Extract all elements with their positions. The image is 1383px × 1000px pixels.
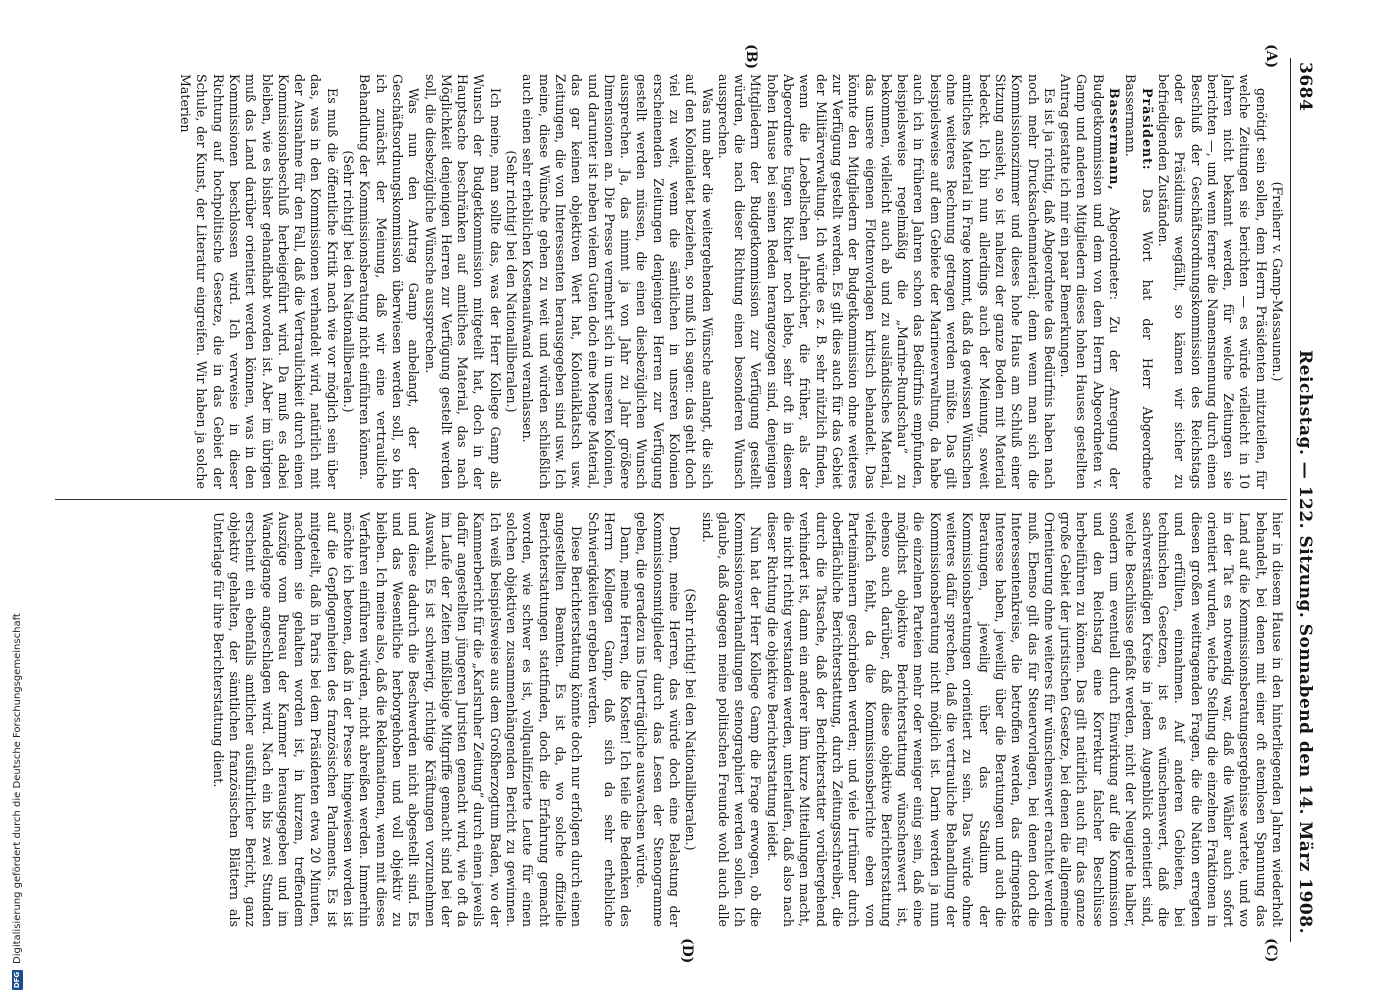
paragraph: Nun hat der Herr Kollege Gamp die Frage erwogen, ob die Kommissionsverhandlungen stenographiert werden sollen. Ich glaube, daß dagegen meine politischen Freunde wohl auch alle sind.	[699, 512, 764, 927]
speaker-name: Präsident:	[1139, 88, 1155, 171]
paragraph: Denn, meine Herren, das würde doch eine Belastung der Kommissionsmitglieder durch das Lesen der Stenogramme geben, die geradezu ins Unerträgliche auswachsen würde.	[634, 512, 683, 927]
interjection: (Sehr richtig! bei den Nationalliberalen.)	[504, 150, 520, 413]
paragraph: Ich meine, man sollte das, was der Herr Kollege Gamp als Wunsch der Budgetkommission mitgeteilt hat, doch in der Hauptsache beschränken auf amtliches Material, das nach Möglichkeit denjenigen Herren zur Verfügung gestellt werden soll, die diesbezügliche Wünsche aussprechen.	[422, 74, 503, 489]
speaker-paragraph	[1057, 74, 1122, 489]
speaker-name: Bassermann,	[1107, 88, 1123, 191]
paragraph: Es ist ja richtig, daß Abgeordnete das Bedürfnis haben nach noch mehr Drucksachenmaterial; denn wenn man sich die Kommissionszimmer und dieses hohe Haus am Schluß einer Sitzung ansieht, so ist nahezu der ganze Boden mit Material bedeckt. Ich bin nun allerdings auch der Meinung, soweit amtliches Material in Frage kommt, daß da gewissen Wünschen ohne weiteres Rechnung getragen werden müßte. Das gilt beispielsweise auf dem Gebiete der Marineverwaltung, da habe auch ich in früheren Jahren schon das Bedürfnis empfunden, beispielsweise regelmäßig die „Marine-Rundschau“ zu bekommen, vielleicht auch ab und zu ausländisches Material, das unsere eigenen Flottenvorlagen kritisch behandelt. Das könnte den Mitgliedern der Budgetkommission ohne weiteres zur Verfügung gestellt werden. Es gilt dies auch für das Gebiet der Militärverwaltung. Ich würde es z. B. sehr nützlich finden, wenn die Loebellschen Jahrbücher, die früher, als der Abgeordnete Eugen Richter noch lebte, sehr oft in diesem hohen Hause bei seinen Reden herangezogen sind, denjenigen Mitgliedern der Budgetkommission zur Verfügung gestellt würden, die nach dieser Richtung einen besonderen Wunsch aussprechen.	[715, 74, 1057, 489]
margin-marker-c: (C)	[1263, 938, 1279, 963]
interjection: (Freiherr v. Gamp-Massaunen.)	[1270, 181, 1285, 382]
column-divider	[55, 499, 1287, 500]
paragraph: Was nun aber die weitergehenden Wünsche anlangt, die sich auf den Kolonialetat beziehen, so muß ich sagen: das geht doch viel zu weit, wenn die sämtlichen in unseren Kolonien erscheinenden Zeitungen denjenigen Herren zur Verfügung gestellt werden müssen, die einen diesbezüglichen Wunsch aussprechen. Ja, das nimmt ja von Jahr zu Jahr größere Dimensionen an. Die Presse vermehrt sich in unseren Kolonien, und darunter ist neben vielem Guten doch eine Menge Material, das gar keinen objektiven Wert hat, Kolonialklatsch usw. Zeitungen, die von Interessenten herausgegeben sind usw. Ich meine, diese Wünsche gehen zu weit und würden schließlich auch einen sehr erheblichen Kostenaufwand veranlassen.	[520, 74, 715, 489]
page-header	[1291, 58, 1319, 942]
paragraph: Diese Berichterstattung könnte doch nur erfolgen durch einen angestellten Beamten. Es ist da, wo solche offizielle Berichterstattungen stattfinden, doch die Erfahrung gemacht worden, wie schwer es ist, vollqualifizierte Leute für einen solchen objektiven zusammenhängenden Bericht zu gewinnen. Ich weiß beispielsweise aus dem Großherzogtum Baden, wo der Kammerbericht für die „Karlsruher Zeitung“ durch einen jeweils dafür angestellten jüngeren Juristen gemacht wird, wie oft da im Laufe der Zeiten mißliebige Mitgriffe gemacht sind bei der Auswahl. Es ist schwierig, richtige Kräftungen vorzunehmen und diese dadurch die Beschwerden nicht abgestellt sind. Es und das Wesentliche herborgehoben und voll objektiv zu bleiben. Ich meine also, daß die Reklamationen, wenn mit dieses Verfahren einführen würden, nicht abreißen werden. Immerhin möchte ich betonen, daß in der Presse hingewiesen worden ist auf die Gepflogenheiten des französischen Parlaments. Es ist mitgeteilt, daß in Paris bei dem Präsidenten etwa 20 Minuten, nachdem sie gehalten worden ist, in kurzem, treffendem Auszüge vom Bureau der Kammer herausgegeben und im Wandelgange angeschlagen wird. Nach ein bis zwei Stunden erscheint ein ebenfalls amtlicher ausführlicher Bericht, ganz objektiv gehalten, der sämtlichen französischen Blättern als Unterlage für ihre Berichterstattung dient.	[210, 512, 585, 927]
paragraph: hier in diesem Hause in den hinterliegenden Jahren wiederholt behandelt, bei denen mit einer oft atemlosen Spannung das Land auf die Kommissionsberatungsergebnisse wartete, und wo in der Tat es notwendig war, daß die Wähler auch sofort orientiert wurden, welche Stellung die einzelnen Fraktionen in diesen großen weittragenden Fragen, die die Nation erregten und erfüllten, einnahmen. Auf anderen Gebieten, bei technischen Gesetzen, ist es wünschenswert, daß die sachverständigen Kreise in jedem Augenblick orientiert sind, welche Beschlüsse gefaßt werden, nicht der Neugierde halber, sondern um eventuell durch Einwirkung auf die Kommission und den Reichstag eine Korrektur falscher Beschlüsse herbeiführen zu können. Das gilt natürlich auch für das ganze große Gebiet der juristischen Gesetze, bei denen die allgemeine Orientierung ohne weiteres für wünschenswert erachtet werden muß. Ebenso gilt das für Steuervorlagen, bei denen doch die Interessentenkreise, die betroffen werden, das dringendste Interesse haben, jeweilig über die Beratungen und auch die Beratungen, jeweilig über das Stadium der Kommissionsberatungen orientiert zu sein. Das würde ohne weiteres dafür sprechen, daß die vertrauliche Behandlung der Kommissionsberatung nicht möglich ist. Darin werden ja nun die einzelnen Parteien mehr oder weniger einig sein, daß eine möglichst objektive Berichterstattung wünschenswert ist, ebenso auch darüber, daß diese objektive Berichterstattung vielfach fehlt, da die Kommissionsberichte eben von Parteimännern geschrieben werden; und viele Irrtümer durch oberflächliche Berichterstattung, durch Zeitungsschreiber, die durch die Tatsache, daß der Berichterstatter vorübergehend verhindert ist, dann ein anderer ihm kurze Mitteilungen macht, die nicht richtig verstanden werden, unterlaufen, daß also nach dieser Richtung die objektive Berichterstattung leidet.	[764, 512, 1285, 927]
session-date: Sonnabend den 14. März 1908.	[1295, 623, 1315, 934]
dfg-logo: DFG	[12, 971, 21, 989]
header-rule	[1290, 58, 1291, 942]
interjection: (Sehr richtig! bei den Nationalliberalen.)	[683, 588, 699, 851]
digitization-credit	[8, 22, 26, 990]
margin-marker-d: (D)	[679, 938, 695, 964]
paragraph: Es muß die öffentliche Kritik nach wie vor möglich sein über das, was in den Kommissionen verhandelt wird, natürlich mit der Ausnahme für den Fall, daß die Vertraulichkeit durch einen Kommissionsbeschluß herbeigeführt wird. Da muß es dabei bleiben, wie es bisher gehandhabt worden ist. Aber im übrigen muß das Land darüber orientiert werden können, was in den Kommissionen beschlossen wird. Ich verweise in dieser Richtung auf hochpolitische Gesetze, die in das Gebiet der Schule, der Kunst, der Literatur eingreifen. Wir haben ja solche Materien	[178, 74, 340, 489]
page-number: 3684	[1295, 62, 1315, 112]
speaker-paragraph	[1122, 74, 1155, 489]
paragraph: genötigt sein sollen, dem Herrn Präsidenten mitzuteilen, für welche Zeitungen sie berichten — es würde vielleicht in 10 Jahren nicht bekannt werden, für welche Zeitungen sie berichten —, und wenn ferner die Namensnennung durch einen Beschluß der Geschäftsordnungskommission des Reichstags oder des Präsidiums wegfällt, so kämen wir sicher zu befriedigenden Zuständen.	[1155, 74, 1269, 489]
speech-text: Abgeordneter: Zu der Anregung der Budgetkommission und dem von dem Herrn Abgeordneten v. Gamp und anderen Mitgliedern dieses hohen Hauses gestellten Antrag gestatte ich mir ein paar Bemerkungen.	[1058, 74, 1123, 489]
credit-text: Digitalisierung gefördert durch die Deutsche Forschungsgemeinschaft	[11, 613, 23, 964]
margin-marker-a: (A)	[1263, 44, 1279, 69]
left-text-column	[51, 74, 1285, 489]
session-title: Reichstag. — 122. Sitzung.	[1295, 350, 1315, 619]
right-text-column	[51, 512, 1285, 927]
paragraph: Was nun den Antrag Gamp anbelangt, der der Geschäftsordnungskommission überwiesen werden soll, so bin ich zunächst der Meinung, daß wir eine vertrauliche Behandlung der Kommissionsberatung nicht einführen können.	[357, 74, 422, 489]
paragraph: Dann, meine Herren, die Kosten! Ich teile die Bedenken des Herrn Kollegen Gamp, daß sich da sehr erhebliche Schwierigkeiten ergeben werden.	[585, 512, 634, 927]
speech-text: Das Wort hat der Herr Abgeordnete Bassermann.	[1123, 74, 1155, 489]
interjection: (Sehr richtig! bei den Nationalliberalen.)	[341, 150, 357, 413]
margin-marker-b: (B)	[743, 44, 759, 70]
